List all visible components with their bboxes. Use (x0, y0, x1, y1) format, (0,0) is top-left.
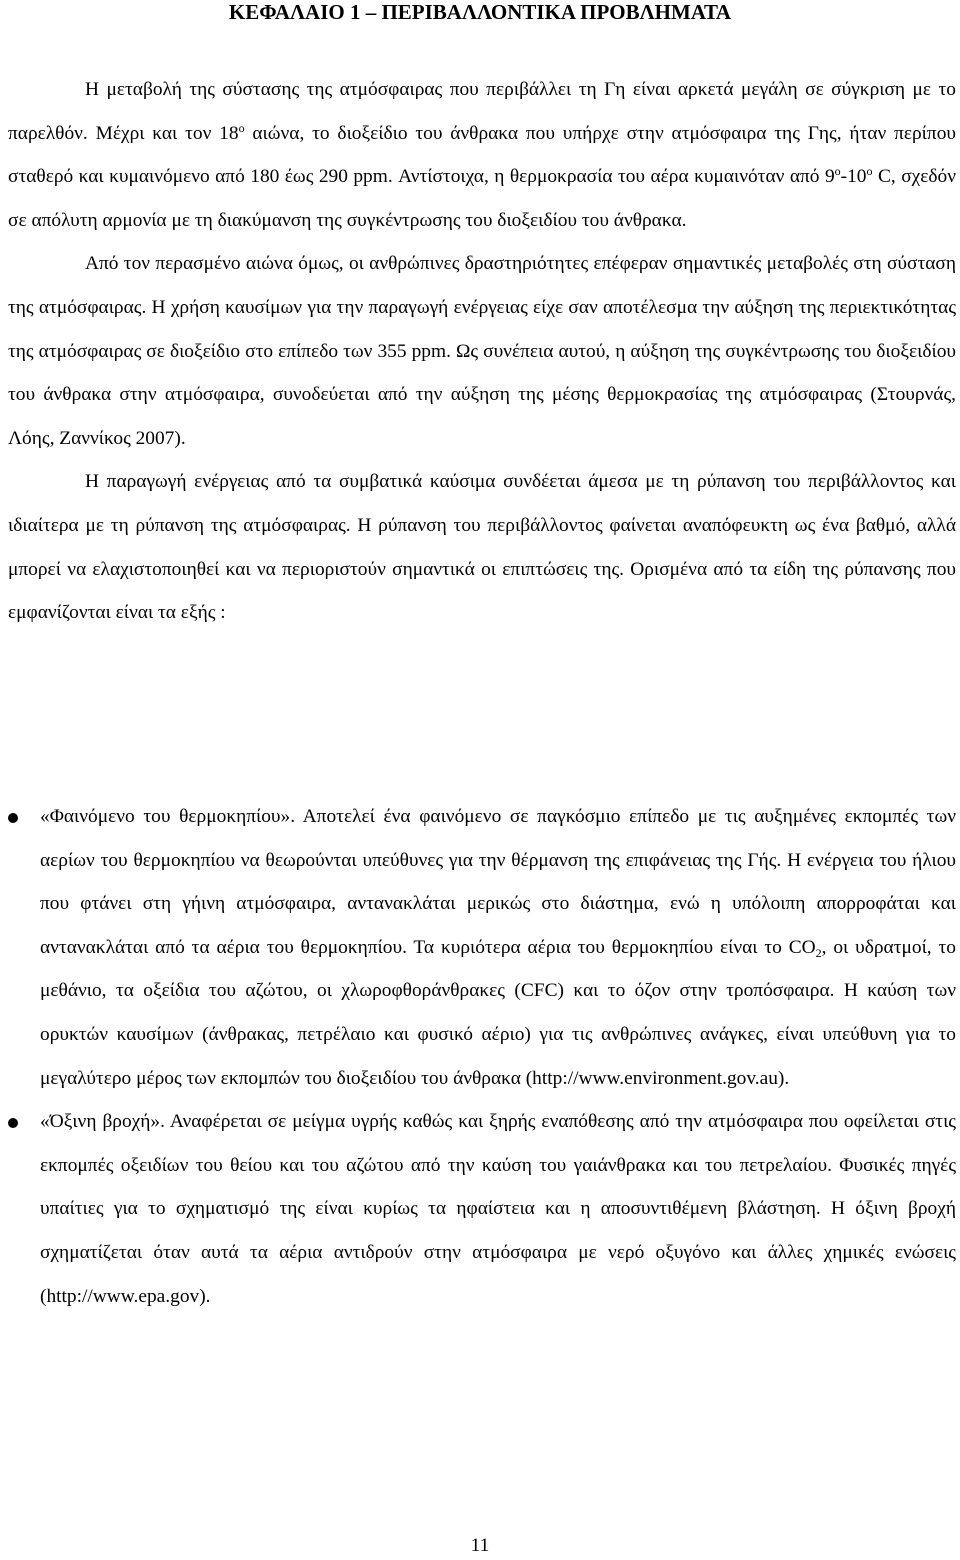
page-number: 11 (470, 1535, 490, 1556)
superscript-o: ο (866, 164, 873, 179)
list-item-acid-rain (8, 1100, 956, 1318)
document-body (8, 68, 957, 1307)
pollution-types-list (8, 795, 956, 1318)
chapter-heading: ΚΕΦΑΛΑΙΟ 1 – ΠΕΡΙΒΑΛΛΟΝΤΙΚΑ ΠΡΟΒΛΗΜΑΤΑ (228, 0, 732, 24)
bullet-icon (8, 813, 18, 823)
paragraph-human-activity: Από τον περασμένο αιώνα όμως, οι ανθρώπινες δραστηριότητες επέφεραν σημαντικές μεταβολές στη σύσταση της ατμόσφαιρας. Η χρήση καυσίμων για την παραγωγή ενέργειας είχε σαν αποτέλεσμα την αύξηση της περιεκτικότητας της ατμόσφαιρας σε διοξείδιο στο επίπεδο των 355 ppm. Ως συνέπεια αυτού, η αύξηση της συγκέντρωσης του διοξειδίου του άνθρακα στην ατμόσφαιρα, συνοδεύεται από την αύξηση της μέσης θερμοκρασίας της ατμόσφαιρας (Στουρνάς, Λόης, Ζαννίκος 2007). (8, 253, 956, 449)
bullet-1-text-b: , οι υδρατμοί, το μεθάνιο, τα οξείδια του αζώτου, οι χλωροφθοράνθρακες (CFC) και το όζον στην τροπόσφαιρα. Η καύση των ορυκτών καυσίμων (άνθρακας, πετρέλαιο και φυσικό αέριο) για τις ανθρώπινες ανάγκες, είναι υπεύθυνη για το μεγαλύτερο μέρος των εκπομπών του διοξειδίου του άνθρακα (http://www.environment.gov.au). (40, 936, 956, 1089)
paragraph-1-text-b: αιώνα, το διοξείδιο του άνθρακα που υπήρχε στην ατμόσφαιρα της Γης, ήταν περίπου σταθερό και κυμαινόμενο από 180 έως 290 ppm. Αντίστοιχα, η θερμοκρασία του αέρα κυμαινόταν από 9 (8, 122, 956, 188)
paragraph-energy-pollution: Η παραγωγή ενέργειας από τα συμβατικά καύσιμα συνδέεται άμεσα με τη ρύπανση του περιβάλλοντος και ιδιαίτερα με τη ρύπανση της ατμόσφαιρας. Η ρύπανση του περιβάλλοντος φαίνεται αναπόφευκτη ως ένα βαθμό, αλλά μπορεί να ελαχιστοποιηθεί και να περιοριστούν σημαντικά οι επιπτώσεις της. Ορισμένα από τα είδη της ρύπανσης που εμφανίζονται είναι τα εξής : (8, 471, 956, 624)
superscript-o: ο (238, 120, 245, 135)
paragraph-1-text-d: C, σχεδόν σε απόλυτη αρμονία με τη διακύμανση της συγκέντρωσης του διοξειδίου του άνθρακα. (8, 166, 957, 231)
bullet-1-text-a: «Φαινόμενο του θερμοκηπίου». Αποτελεί ένα φαινόμενο σε παγκόσμιο επίπεδο με τις αυξημένες εκπομπές των αερίων του θερμοκηπίου να θεωρούνται υπεύθυνες για την θέρμανση της επιφάνειας της Γής. Η ενέργεια του ήλιου που φτάνει στη γήινη ατμόσφαιρα, αντανακλάται μερικώς στο διάστημα, ενώ η υπόλοιπη απορροφάται και αντανακλάται από τα αέρια του θερμοκηπίου. Τα κυριότερα αέρια του θερμοκηπίου είναι το CO (40, 806, 956, 958)
superscript-o: ο (834, 164, 841, 179)
paragraph-1-text-a: Η μεταβολή της σύστασης της ατμόσφαιρας που περιβάλλει τη Γη είναι αρκετά μεγάλη σε σύγκριση με το παρελθόν. Μέχρι και τον 18 (8, 79, 956, 144)
list-item-greenhouse-effect (8, 795, 956, 1100)
paragraph-atmosphere-history (8, 68, 956, 242)
bullet-icon (8, 1118, 18, 1128)
subscript-2: 2 (815, 945, 822, 960)
bullet-2-text: «Όξινη βροχή». Αναφέρεται σε μείγμα υγρής καθώς και ξηρής εναπόθεσης από την ατμόσφαιρα που οφείλεται στις εκπομπές οξειδίων του θείου και του αζώτου από την καύση του γαιάνθρακα και του πετρελαίου. Φυσικές πηγές υπαίτιες για το σχηματισμό της είναι κυρίως τα ηφαίστεια και η αποσυντιθέμενη βλάστηση. Η όξινη βροχή σχηματίζεται όταν αυτά τα αέρια αντιδρούν στην ατμόσφαιρα με νερό οξυγόνο και άλλες χημικές ενώσεις (http://www.epa.gov). (40, 1111, 956, 1307)
paragraph-1-text-c: -10 (840, 166, 867, 188)
